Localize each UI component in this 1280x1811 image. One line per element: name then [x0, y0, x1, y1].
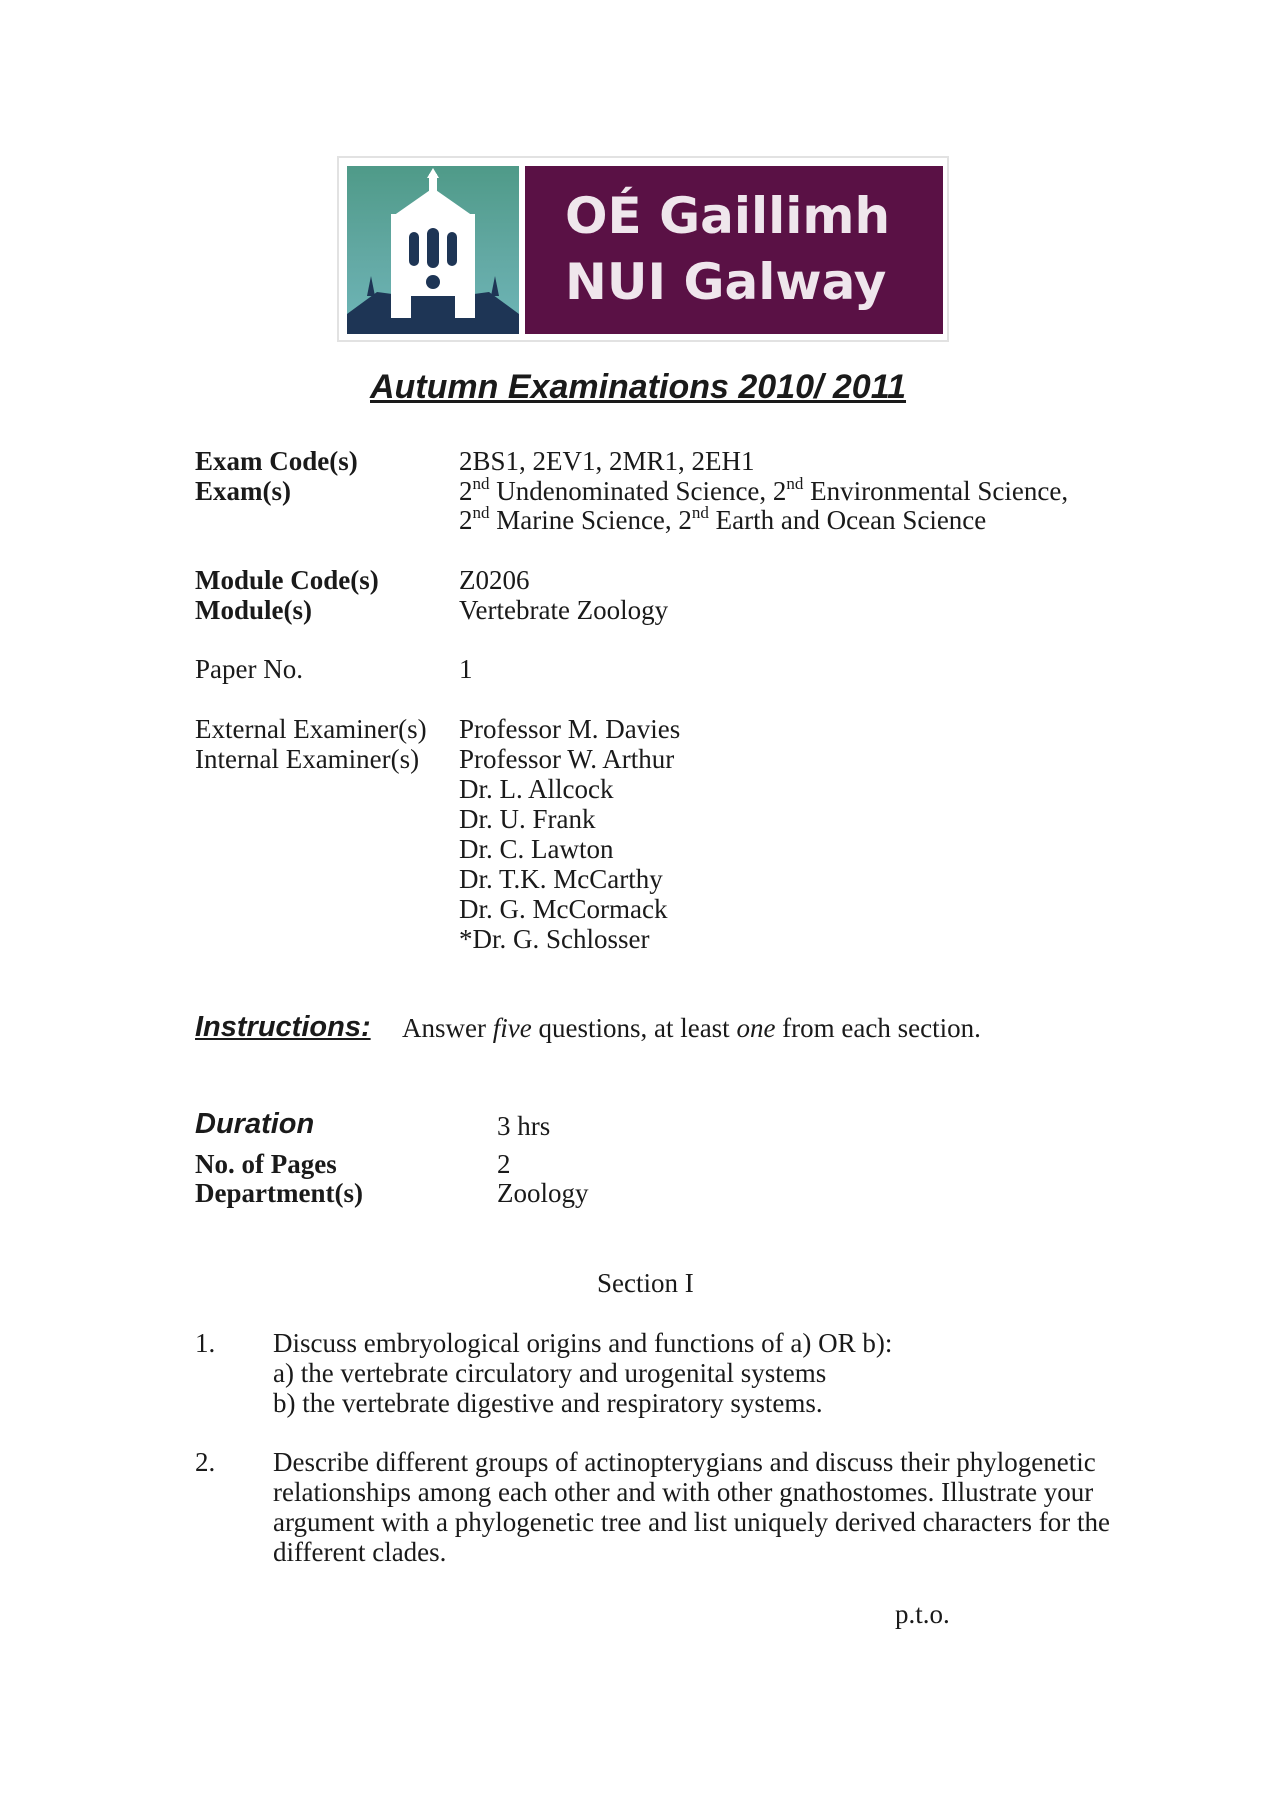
- section-heading: Section I: [597, 1268, 694, 1298]
- examiner-name: *Dr. G. Schlosser: [459, 924, 650, 954]
- exam-line-2: 2nd Marine Science, 2nd Earth and Ocean Science: [459, 503, 987, 535]
- question-number: 2.: [195, 1447, 216, 1477]
- question-line: b) the vertebrate digestive and respiratory systems.: [273, 1388, 823, 1418]
- instructions-text: Answer five questions, at least one from each section.: [402, 1013, 981, 1043]
- exam-line-1: 2nd Undenominated Science, 2nd Environmental Science,: [459, 474, 1069, 506]
- examiner-name: Dr. T.K. McCarthy: [459, 864, 663, 894]
- department-label: Department(s): [195, 1178, 363, 1208]
- exam-label: Exam(s): [195, 476, 291, 506]
- logo-english-name: NUI Galway: [565, 253, 887, 311]
- instructions-label: Instructions:: [195, 1011, 371, 1043]
- question-line: Discuss embryological origins and functions of a) OR b):: [273, 1328, 893, 1358]
- page-count-value: 2: [497, 1149, 511, 1179]
- module-label: Module(s): [195, 595, 312, 625]
- page-turn-note: p.t.o.: [895, 1599, 950, 1629]
- question-line: a) the vertebrate circulatory and urogenital systems: [273, 1358, 827, 1388]
- question-line: argument with a phylogenetic tree and list uniquely derived characters for the: [273, 1507, 1110, 1537]
- examiner-name: Dr. U. Frank: [459, 804, 596, 834]
- question-line: Describe different groups of actinopterygians and discuss their phylogenetic: [273, 1447, 1096, 1477]
- exam-code-value: 2BS1, 2EV1, 2MR1, 2EH1: [459, 446, 755, 476]
- examiner-name: Dr. L. Allcock: [459, 774, 614, 804]
- question-line: different clades.: [273, 1537, 447, 1567]
- department-value: Zoology: [497, 1178, 589, 1208]
- exam-session-title: Autumn Examinations 2010/ 2011: [370, 368, 907, 406]
- paper-number-label: Paper No.: [195, 654, 303, 684]
- examiner-name: Dr. G. McCormack: [459, 894, 668, 924]
- paper-number-value: 1: [459, 654, 473, 684]
- module-value: Vertebrate Zoology: [459, 595, 669, 625]
- quadrangle-tower-icon: [347, 166, 519, 334]
- examiner-name: Dr. C. Lawton: [459, 834, 614, 864]
- question-line: relationships among each other and with other gnathostomes. Illustrate your: [273, 1477, 1094, 1507]
- examiner-name: Professor W. Arthur: [459, 744, 675, 774]
- logo-irish-name: OÉ Gaillimh: [565, 187, 891, 245]
- university-logo: [337, 156, 949, 342]
- exam-code-label: Exam Code(s): [195, 446, 358, 476]
- internal-examiner-label: Internal Examiner(s): [195, 744, 420, 774]
- examiner-name: Professor M. Davies: [459, 714, 681, 744]
- external-examiner-label: External Examiner(s): [195, 714, 427, 744]
- question-number: 1.: [195, 1328, 216, 1358]
- duration-value: 3 hrs: [497, 1111, 551, 1141]
- page-count-label: No. of Pages: [195, 1149, 337, 1179]
- logo-wordmark: [525, 166, 943, 334]
- duration-label: Duration: [195, 1108, 315, 1140]
- module-code-value: Z0206: [459, 565, 530, 595]
- module-code-label: Module Code(s): [195, 565, 379, 595]
